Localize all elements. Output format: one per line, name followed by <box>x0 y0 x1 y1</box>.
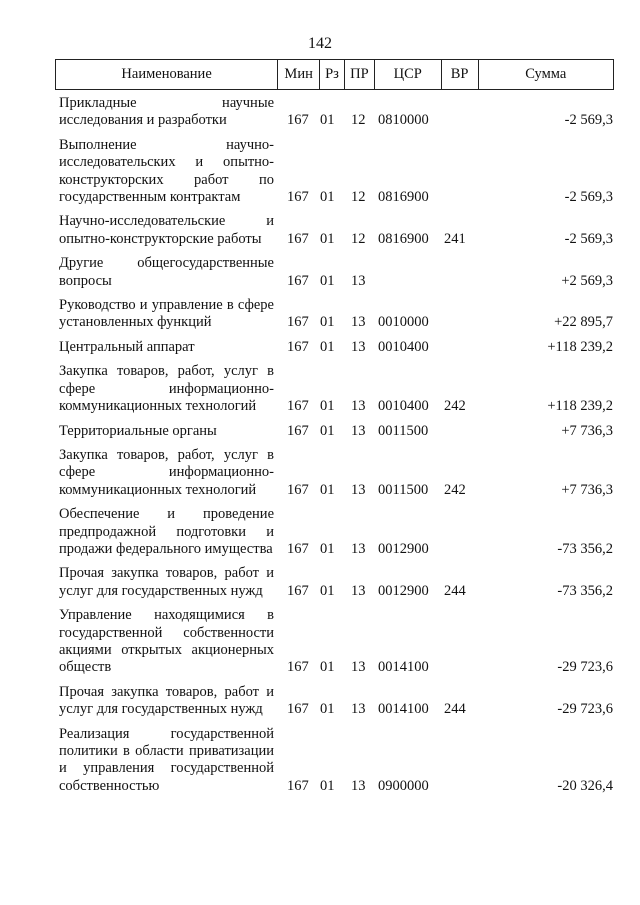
table-row <box>55 255 614 290</box>
row-csr: 0014100 <box>378 659 429 676</box>
row-sum: -29 723,6 <box>557 659 613 676</box>
table-row <box>55 726 614 796</box>
row-sum: +2 569,3 <box>561 272 613 289</box>
row-csr: 0810000 <box>378 112 429 129</box>
row-min: 167 <box>287 272 309 289</box>
row-rz: 01 <box>320 272 335 289</box>
row-rz: 01 <box>320 481 335 498</box>
row-vr: 241 <box>444 230 466 247</box>
row-pr: 12 <box>351 112 366 129</box>
row-rz: 01 <box>320 422 335 439</box>
row-min: 167 <box>287 398 309 415</box>
row-pr: 13 <box>351 398 366 415</box>
row-csr: 0014100 <box>378 701 429 718</box>
table-row <box>55 137 614 207</box>
table-row <box>55 423 614 440</box>
row-csr: 0816900 <box>378 230 429 247</box>
row-name: Территориальные органы <box>59 422 217 439</box>
table-row <box>55 339 614 356</box>
row-csr: 0900000 <box>378 777 429 794</box>
table-row <box>55 506 614 558</box>
row-name: Центральный аппарат <box>59 338 195 355</box>
header-sum: Сумма <box>525 66 567 82</box>
row-sum: +7 736,3 <box>561 481 613 498</box>
row-csr: 0011500 <box>378 422 429 439</box>
row-csr: 0010000 <box>378 314 429 331</box>
budget-table <box>55 59 614 795</box>
row-name: Закупка товаров, работ, услуг в сфере информационно-коммуникационных технологий <box>59 363 274 415</box>
row-sum: -2 569,3 <box>564 230 613 247</box>
row-name: Управление находящимися в государственной собственности акциями открытых акционерных обществ <box>59 607 274 676</box>
row-pr: 13 <box>351 272 366 289</box>
table-row <box>55 684 614 719</box>
row-min: 167 <box>287 112 309 129</box>
row-pr: 13 <box>351 659 366 676</box>
row-name: Научно-исследовательские и опытно-конструкторские работы <box>59 213 274 247</box>
row-name: Прочая закупка товаров, работ и услуг для государственных нужд <box>59 683 274 718</box>
header-csr: ЦСР <box>375 60 442 89</box>
row-rz: 01 <box>320 582 335 599</box>
row-name: Закупка товаров, работ, услуг в сфере информационно-коммуникационных технологий <box>59 446 274 498</box>
row-min: 167 <box>287 659 309 676</box>
table-row <box>55 607 614 677</box>
row-rz: 01 <box>320 314 335 331</box>
row-csr: 0011500 <box>378 481 429 498</box>
row-name: Прочая закупка товаров, работ и услуг для государственных нужд <box>59 565 274 599</box>
row-sum: +118 239,2 <box>547 338 613 355</box>
row-pr: 13 <box>351 701 366 718</box>
row-min: 167 <box>287 422 309 439</box>
row-min: 167 <box>287 777 309 794</box>
row-vr: 244 <box>444 582 466 599</box>
row-rz: 01 <box>320 777 335 794</box>
table-body <box>55 95 614 795</box>
row-pr: 13 <box>351 481 366 498</box>
table-row <box>55 95 614 130</box>
row-vr: 244 <box>444 701 466 718</box>
row-rz: 01 <box>320 659 335 676</box>
row-rz: 01 <box>320 540 335 557</box>
row-csr: 0010400 <box>378 398 429 415</box>
row-sum: -2 569,3 <box>564 189 613 206</box>
row-pr: 13 <box>351 338 366 355</box>
row-min: 167 <box>287 314 309 331</box>
row-name: Обеспечение и проведение предпродажной подготовки и продажи федерального имущества <box>59 506 274 557</box>
row-min: 167 <box>287 582 309 599</box>
page-number: 142 <box>308 35 332 52</box>
row-min: 167 <box>287 338 309 355</box>
row-sum: -29 723,6 <box>557 701 613 718</box>
table-row <box>55 565 614 600</box>
row-min: 167 <box>287 701 309 718</box>
row-name: Прикладные научные исследования и разработки <box>59 95 274 129</box>
row-rz: 01 <box>320 230 335 247</box>
header-pr: ПР <box>345 60 375 89</box>
row-pr: 13 <box>351 422 366 439</box>
row-sum: -20 326,4 <box>557 777 613 794</box>
table-row <box>55 447 614 499</box>
row-csr: 0816900 <box>378 189 429 206</box>
row-pr: 12 <box>351 189 366 206</box>
table-row <box>55 213 614 248</box>
row-min: 167 <box>287 481 309 498</box>
row-rz: 01 <box>320 189 335 206</box>
table-header <box>55 59 614 90</box>
table-row <box>55 297 614 332</box>
row-name: Другие общегосударственные вопросы <box>59 255 274 289</box>
row-name: Реализация государственной политики в области приватизации и управления государственной собственностью <box>59 725 274 794</box>
header-vr: ВР <box>442 60 479 89</box>
row-name: Выполнение научно-исследовательских и опытно-конструкторских работ по государственным контрактам <box>59 136 274 206</box>
row-min: 167 <box>287 189 309 206</box>
row-name: Руководство и управление в сфере установленных функций <box>59 297 274 331</box>
row-sum: +118 239,2 <box>547 398 613 415</box>
row-pr: 12 <box>351 230 366 247</box>
row-pr: 13 <box>351 777 366 794</box>
row-csr: 0012900 <box>378 582 429 599</box>
row-csr: 0012900 <box>378 540 429 557</box>
table-row <box>55 363 614 415</box>
row-min: 167 <box>287 540 309 557</box>
header-name: Наименование <box>56 60 278 89</box>
row-sum: +22 895,7 <box>554 314 613 331</box>
row-vr: 242 <box>444 481 466 498</box>
row-csr: 0010400 <box>378 338 429 355</box>
row-rz: 01 <box>320 701 335 718</box>
row-rz: 01 <box>320 398 335 415</box>
header-min: Мин <box>278 60 320 89</box>
header-rz: Рз <box>320 60 345 89</box>
row-min: 167 <box>287 230 309 247</box>
row-rz: 01 <box>320 338 335 355</box>
row-pr: 13 <box>351 540 366 557</box>
row-rz: 01 <box>320 112 335 129</box>
row-vr: 242 <box>444 398 466 415</box>
row-sum: +7 736,3 <box>561 422 613 439</box>
row-pr: 13 <box>351 314 366 331</box>
row-sum: -73 356,2 <box>557 540 613 557</box>
row-sum: -73 356,2 <box>557 582 613 599</box>
row-pr: 13 <box>351 582 366 599</box>
row-sum: -2 569,3 <box>564 112 613 129</box>
